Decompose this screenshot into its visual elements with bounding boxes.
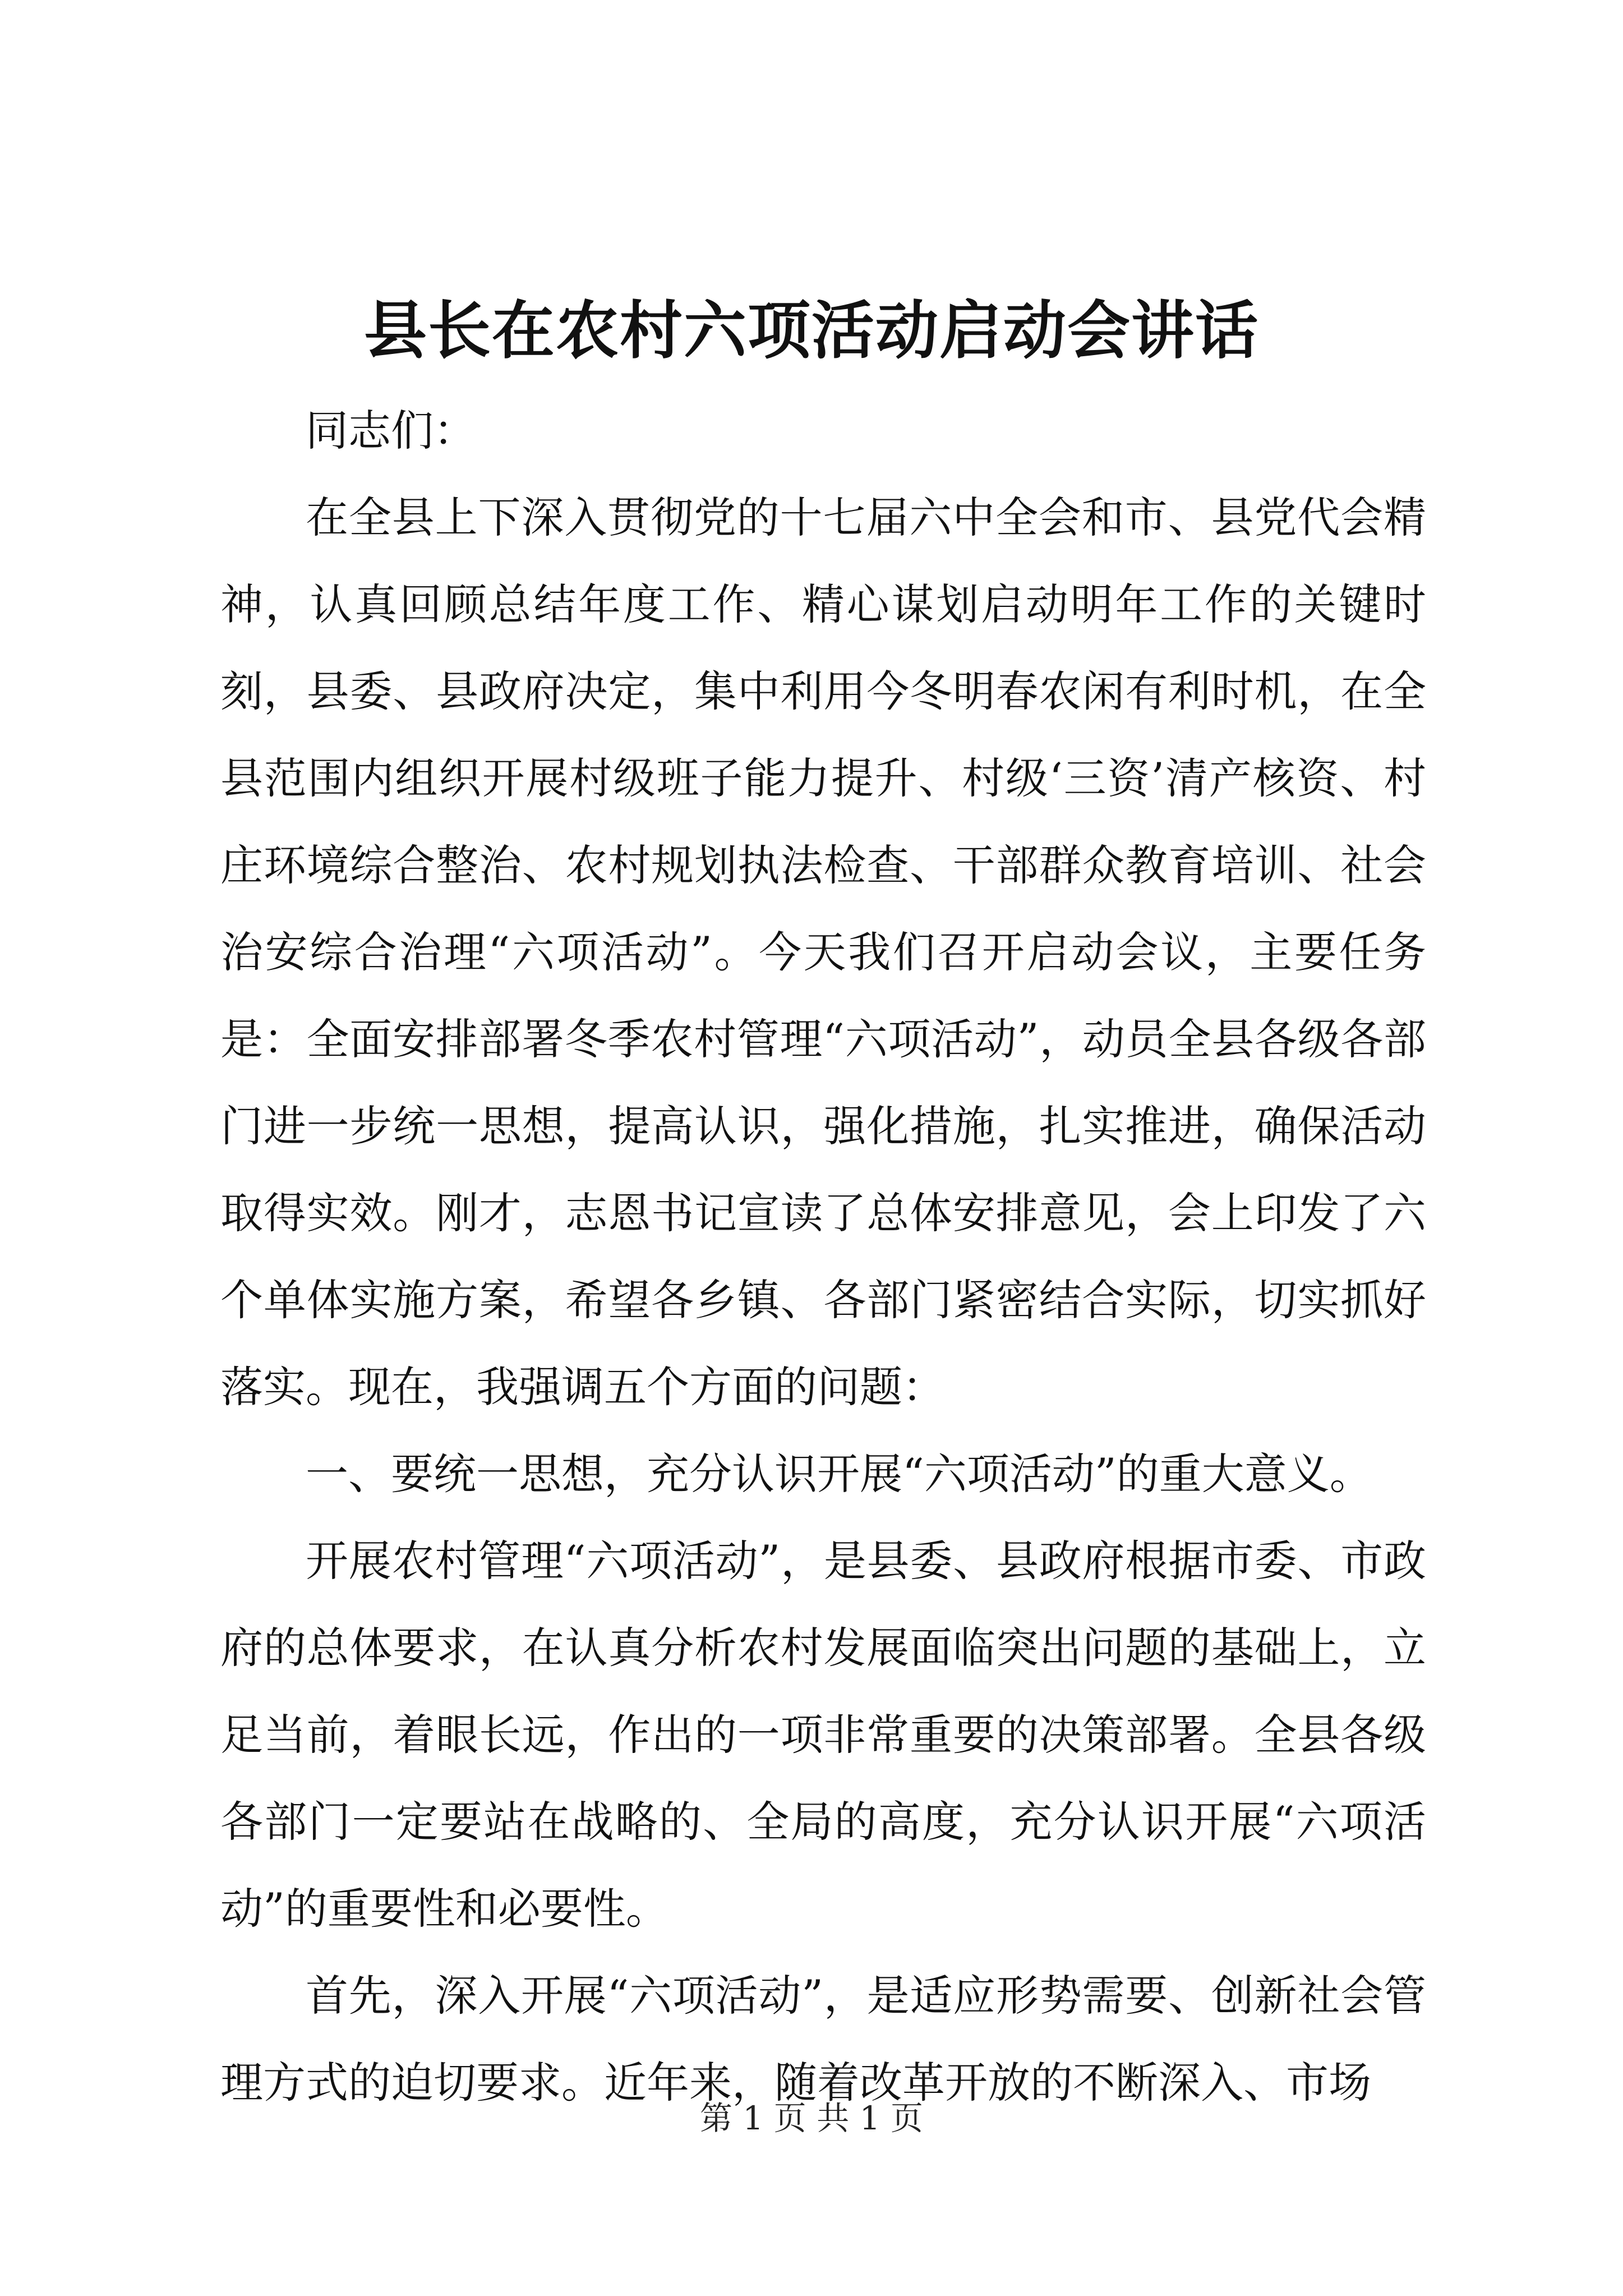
salutation-paragraph: 同志们： [306,406,476,455]
page-footer: 第 1 页 共 1 页 [700,2099,923,2137]
document-title: 县长在农村六项活动启动会讲话 [364,294,1259,367]
body-paragraph: 开展农村管理“六项活动”，是县委、县政府根据市委、市政府的总体要求，在认真分析农村发展面临突出问题的基础上，立足当前，着眼长远，作出的一项非常重要的决策部署。全县各级各部门一定要站在战略的、全局的高度，充分认识开展“六项活动”的重要性和必要性。 [220,1536,1426,1934]
document-body [220,387,1426,2126]
body-paragraph: 在全县上下深入贯彻党的十七届六中全会和市、县党代会精神，认真回顾总结年度工作、精心谋划启动明年工作的关键时刻，县委、县政府决定，集中利用今冬明春农闲有利时机，在全县范围内组织开展村级班子能力提升、村级‘三资’清产核资、村庄环境综合整治、农村规划执法检查、干部群众教育培训、社会治安综合治理“六项活动”。今天我们召开启动会议，主要任务是：全面安排部署冬季农村管理“六项活动”，动员全县各级各部门进一步统一思想，提高认识，强化措施，扎实推进，确保活动取得实效。刚才，志恩书记宣读了总体安排意见，会上印发了六个单体实施方案，希望各乡镇、各部门紧密结合实际，切实抓好落实。现在，我强调五个方面的问题： [220,493,1426,1412]
section-heading: 一、要统一思想，充分认识开展“六项活动”的重大意义。 [306,1449,1372,1499]
body-paragraph: 首先，深入开展“六项活动”，是适应形势需要、创新社会管理方式的迫切要求。近年来，随着改革开放的不断深入、市场 [220,1971,1426,2108]
